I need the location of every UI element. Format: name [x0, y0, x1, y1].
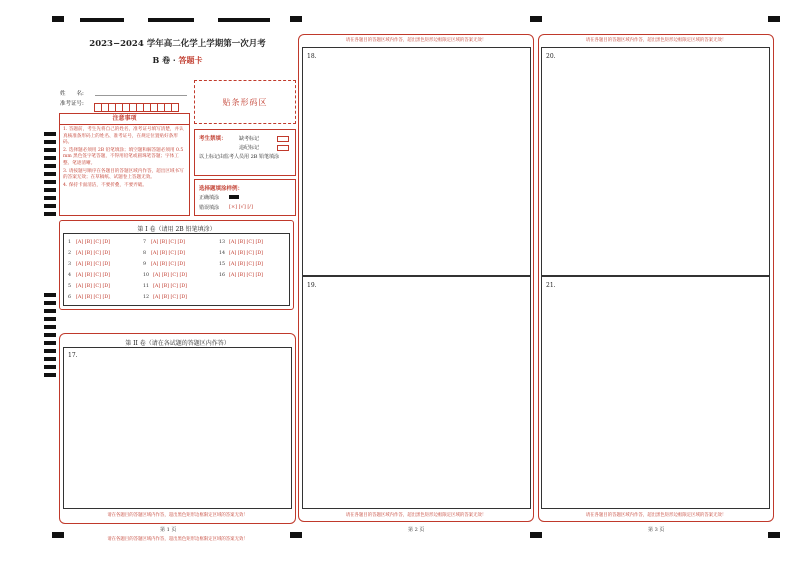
page-subtitle: B 卷 · 答题卡 [152, 55, 203, 65]
q19-label: 19. [307, 282, 317, 289]
page-number: 第 2 页 [408, 527, 425, 533]
choice-row[interactable]: 2 [A] [B] [C] [D] [68, 251, 111, 256]
choice-row[interactable]: 8 [A] [B] [C] [D] [143, 251, 186, 256]
choice-row[interactable]: 3 [A] [B] [C] [D] [68, 262, 111, 267]
exam-status-box [194, 129, 296, 176]
choice-row[interactable]: 4 [A] [B] [C] [D] [68, 273, 111, 278]
q19-answer-area[interactable] [302, 276, 531, 509]
wrong-fill-marks: [×] [√] [/] [229, 204, 253, 210]
choice-row[interactable]: 7 [A] [B] [C] [D] [143, 240, 186, 245]
choice-row[interactable]: 13 [A] [B] [C] [D] [219, 240, 264, 245]
wrong-fill-label: 错误填涂 [199, 205, 220, 211]
page-number: 第 3 页 [648, 527, 665, 533]
page-number: 第 1 页 [160, 527, 177, 533]
timing-mark [218, 18, 270, 22]
fill-sample-box [194, 179, 296, 216]
choice-row[interactable]: 15 [A] [B] [C] [D] [219, 262, 264, 267]
violation-label: 违纪标记 [239, 145, 260, 151]
fill-sample-title: 选择题填涂样例： [199, 186, 244, 192]
q17-answer-area[interactable] [63, 347, 292, 509]
barcode-label: 贴条形码区 [222, 97, 268, 107]
timing-mark [290, 16, 302, 22]
choice-row[interactable]: 1 [A] [B] [C] [D] [68, 240, 111, 245]
name-label: 姓 名: [60, 91, 84, 97]
choice-row[interactable]: 6 [A] [B] [C] [D] [68, 295, 111, 300]
q17-label: 17. [68, 352, 78, 359]
area-warning: 请在各题目的答题区域内作答，超出黑色矩形边框限定区域的答案无效！ [345, 38, 487, 43]
notes-item: 3. 请按题号顺序在各题目的答题区域内作答，超出区域书写的答案无效；在草稿纸、试题卷上答题无效。 [63, 168, 184, 181]
exam-id-label: 准考证号: [60, 101, 84, 107]
timing-mark [52, 16, 64, 22]
notes-item: 4. 保持卡面清洁，不要折叠，不要弄破。 [63, 182, 147, 188]
q18-label: 18. [307, 53, 317, 60]
timing-mark [530, 16, 542, 22]
exam-status-note: 以上标记由监考人员用 2B 铅笔填涂 [199, 154, 280, 160]
notes-item: 1. 答题前，考生先将自己的姓名，准考证号填写清楚，并认真核准条形码上的姓名、准考证号，在规定位置贴好条形码。 [63, 127, 184, 146]
choice-row[interactable]: 12 [A] [B] [C] [D] [143, 295, 188, 300]
notes-title: 注意事项 [60, 114, 189, 125]
area-warning: 请在各题目的答题区域内作答，超出黑色矩形边框限定区域的答案无效！ [585, 513, 727, 518]
correct-fill-label: 正确填涂 [199, 195, 220, 201]
absent-label: 缺考标记 [239, 136, 260, 142]
exam-id-boxes[interactable] [94, 97, 178, 107]
timing-mark [148, 18, 194, 22]
page-title: 2023−2024 学年高二化学上学期第一次月考 [89, 39, 266, 49]
violation-checkbox[interactable] [277, 145, 289, 151]
choice-row[interactable]: 11 [A] [B] [C] [D] [143, 284, 188, 289]
timing-mark [768, 16, 780, 22]
absent-checkbox[interactable] [277, 136, 289, 142]
q21-label: 21. [546, 282, 556, 289]
choice-row[interactable]: 5 [A] [B] [C] [D] [68, 284, 111, 289]
q20-answer-area[interactable] [541, 47, 770, 276]
correct-fill-sample [229, 195, 239, 199]
area-warning: 请在各题目的答题区域内作答，超出黑色矩形边框限定区域的答案无效！ [107, 537, 248, 542]
timing-mark [768, 532, 780, 538]
area-warning: 请在各题目的答题区域内作答，超出黑色矩形边框限定区域的答案无效！ [345, 513, 487, 518]
part1-title: 第 I 卷（请用 2B 铅笔填涂） [137, 226, 216, 233]
q20-label: 20. [546, 53, 556, 60]
choice-row[interactable]: 16 [A] [B] [C] [D] [219, 273, 264, 278]
part2-title: 第 II 卷（请在各试题的答题区内作答） [125, 340, 230, 347]
area-warning: 请在各题目的答题区域内作答，超出黑色矩形边框限定区域的答案无效！ [107, 513, 248, 518]
area-warning: 请在各题目的答题区域内作答，超出黑色矩形边框限定区域的答案无效！ [585, 38, 727, 43]
choice-row[interactable]: 10 [A] [B] [C] [D] [143, 273, 188, 278]
choice-row[interactable]: 9 [A] [B] [C] [D] [143, 262, 186, 267]
barcode-area [194, 80, 296, 124]
timing-mark [80, 18, 124, 22]
timing-mark [530, 532, 542, 538]
notes-item: 2. 选择题必须用 2B 铅笔填涂；填空题和解答题必须用 0.5 mm 黑色签字笔答题，不得用铅笔或圆珠笔答题；字体工整、笔迹清晰。 [63, 147, 184, 166]
q18-answer-area[interactable] [302, 47, 531, 276]
name-field[interactable] [95, 95, 187, 96]
exam-status-title: 考生禁填： [199, 136, 227, 142]
q21-answer-area[interactable] [541, 276, 770, 509]
notes-box [59, 113, 190, 216]
choice-row[interactable]: 14 [A] [B] [C] [D] [219, 251, 264, 256]
